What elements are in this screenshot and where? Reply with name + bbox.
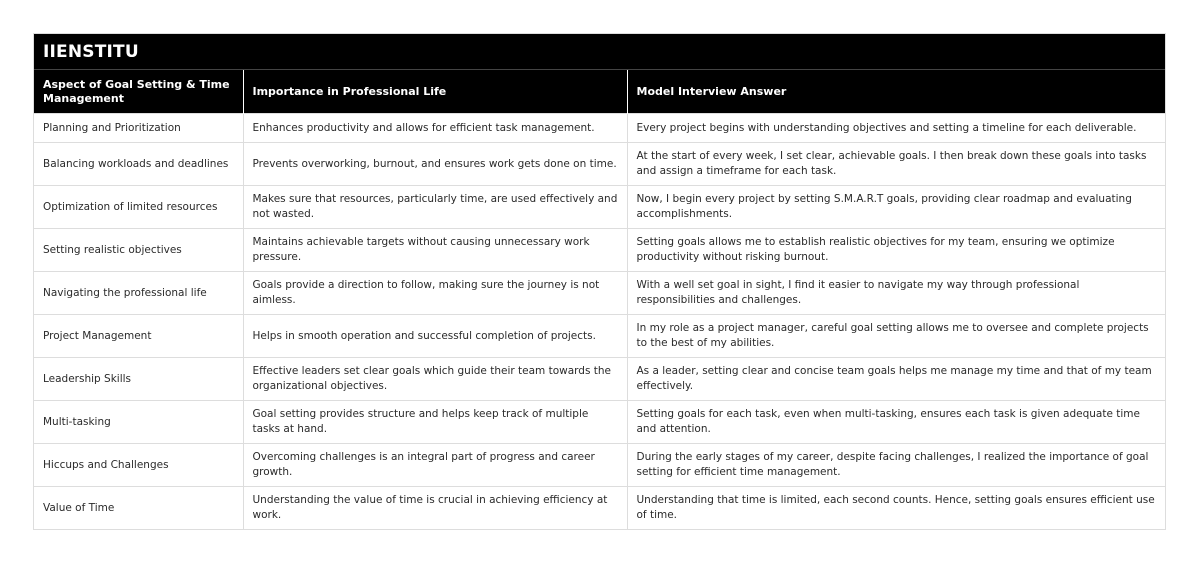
cell-answer: During the early stages of my career, despite facing challenges, I realized the importance of goal setting for efficient time management. [627, 444, 1165, 487]
cell-answer: As a leader, setting clear and concise team goals helps me manage my time and that of my team effectively. [627, 358, 1165, 401]
cell-importance: Enhances productivity and allows for efficient task management. [243, 114, 627, 143]
brand-bar [34, 34, 1165, 70]
cell-answer: Setting goals allows me to establish realistic objectives for my team, ensuring we optimize productivity without risking burnout. [627, 229, 1165, 272]
header-aspect: Aspect of Goal Setting & Time Management [34, 70, 243, 114]
table-header [34, 70, 1165, 114]
table-row [34, 143, 1165, 186]
cell-aspect: Planning and Prioritization [34, 114, 243, 143]
cell-aspect: Multi-tasking [34, 401, 243, 444]
cell-answer: Understanding that time is limited, each second counts. Hence, setting goals ensures efficient use of time. [627, 487, 1165, 530]
table-row [34, 487, 1165, 530]
header-answer: Model Interview Answer [627, 70, 1165, 114]
cell-aspect: Setting realistic objectives [34, 229, 243, 272]
cell-importance: Goal setting provides structure and helps keep track of multiple tasks at hand. [243, 401, 627, 444]
cell-answer: Setting goals for each task, even when multi-tasking, ensures each task is given adequate time and attention. [627, 401, 1165, 444]
cell-importance: Maintains achievable targets without causing unnecessary work pressure. [243, 229, 627, 272]
table-row [34, 229, 1165, 272]
cell-aspect: Navigating the professional life [34, 272, 243, 315]
brand-title: IIENSTITU [43, 41, 139, 62]
cell-answer: At the start of every week, I set clear, achievable goals. I then break down these goals into tasks and assign a timeframe for each task. [627, 143, 1165, 186]
cell-aspect: Optimization of limited resources [34, 186, 243, 229]
cell-answer: Every project begins with understanding objectives and setting a timeline for each deliverable. [627, 114, 1165, 143]
table-row [34, 114, 1165, 143]
cell-importance: Helps in smooth operation and successful completion of projects. [243, 315, 627, 358]
table-body [34, 114, 1165, 530]
cell-importance: Goals provide a direction to follow, making sure the journey is not aimless. [243, 272, 627, 315]
cell-aspect: Project Management [34, 315, 243, 358]
cell-importance: Understanding the value of time is crucial in achieving efficiency at work. [243, 487, 627, 530]
header-importance: Importance in Professional Life [243, 70, 627, 114]
cell-aspect: Value of Time [34, 487, 243, 530]
header-row [34, 70, 1165, 114]
table-row [34, 444, 1165, 487]
goal-setting-table [34, 70, 1165, 529]
cell-importance: Prevents overworking, burnout, and ensures work gets done on time. [243, 143, 627, 186]
table-row [34, 315, 1165, 358]
cell-aspect: Balancing workloads and deadlines [34, 143, 243, 186]
cell-aspect: Leadership Skills [34, 358, 243, 401]
cell-answer: Now, I begin every project by setting S.M.A.R.T goals, providing clear roadmap and evaluating accomplishments. [627, 186, 1165, 229]
cell-aspect: Hiccups and Challenges [34, 444, 243, 487]
cell-importance: Effective leaders set clear goals which guide their team towards the organizational objectives. [243, 358, 627, 401]
cell-importance: Overcoming challenges is an integral part of progress and career growth. [243, 444, 627, 487]
table-row [34, 401, 1165, 444]
table-row [34, 272, 1165, 315]
cell-answer: In my role as a project manager, careful goal setting allows me to oversee and complete projects to the best of my abilities. [627, 315, 1165, 358]
cell-importance: Makes sure that resources, particularly time, are used effectively and not wasted. [243, 186, 627, 229]
table-row [34, 186, 1165, 229]
table-row [34, 358, 1165, 401]
cell-answer: With a well set goal in sight, I find it easier to navigate my way through professional responsibilities and challenges. [627, 272, 1165, 315]
table-container [33, 33, 1166, 530]
